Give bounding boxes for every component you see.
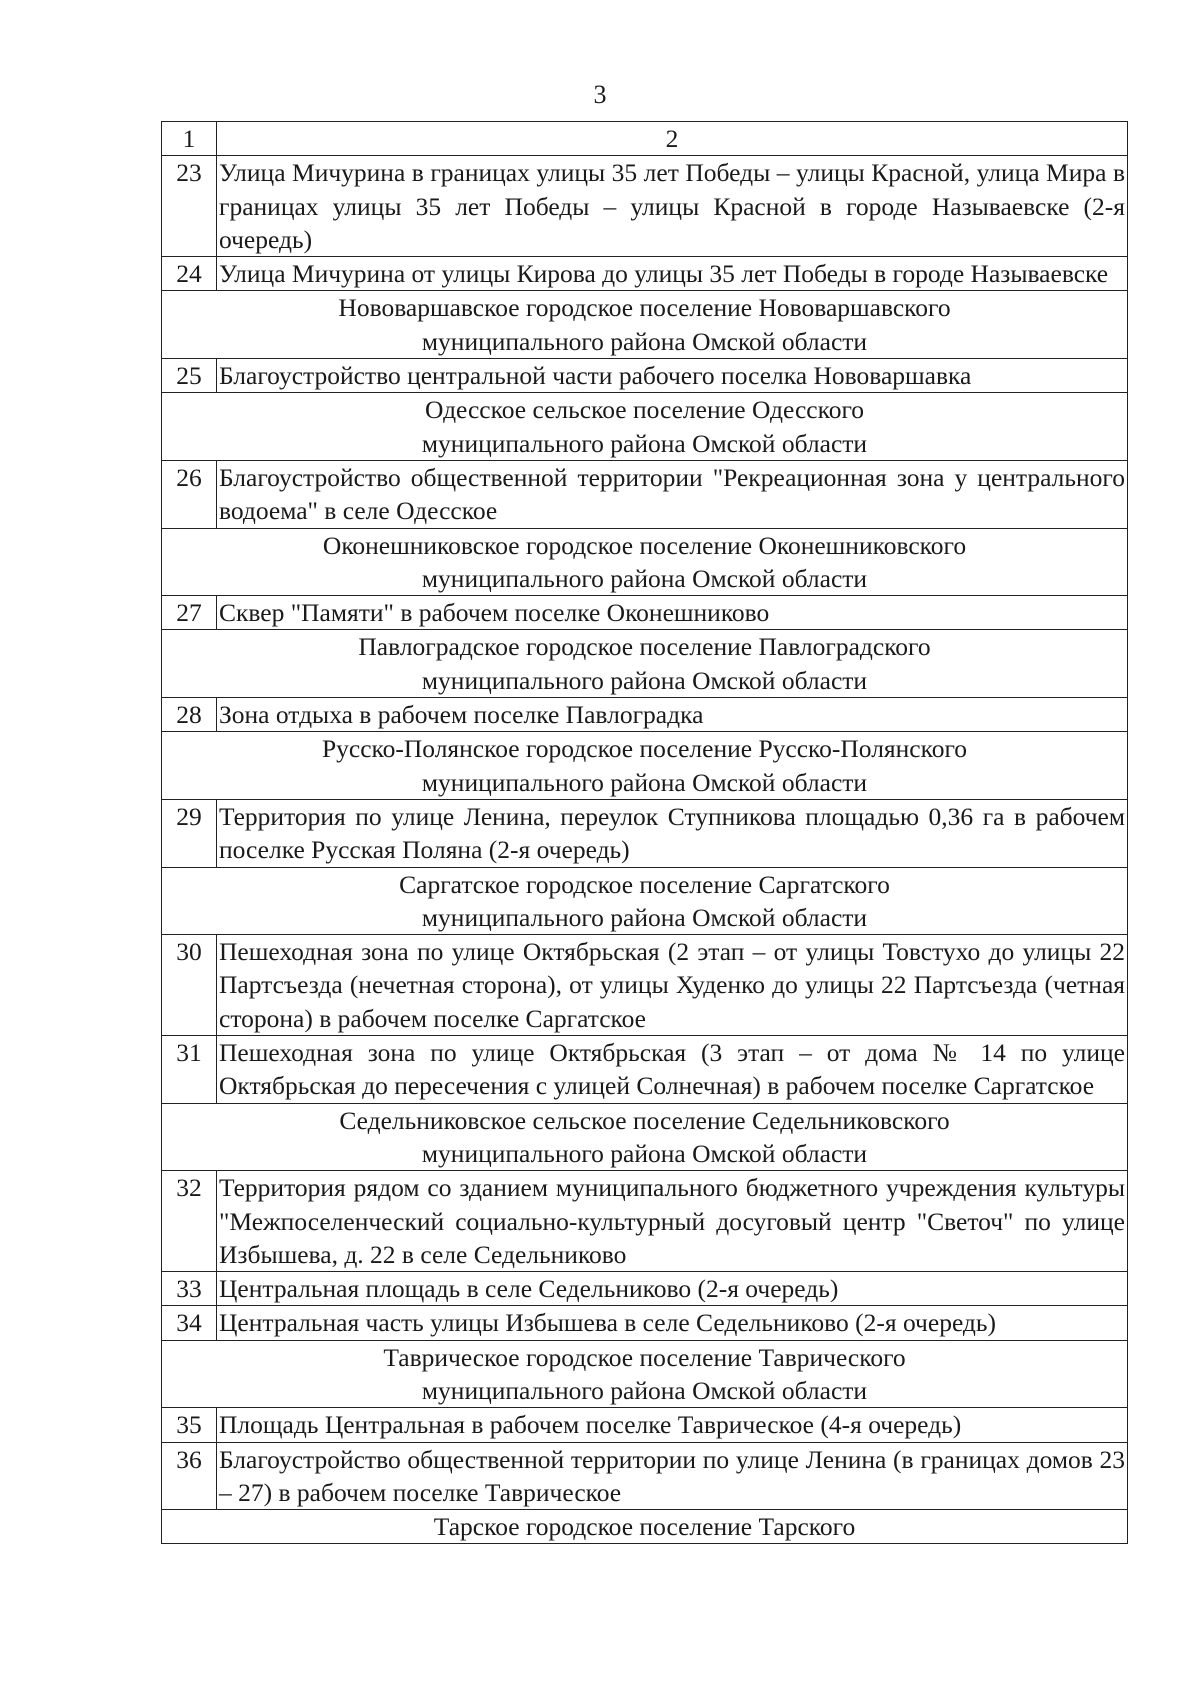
row-number: 23 xyxy=(162,156,217,257)
territory-name: Пешеходная зона по улице Октябрьская (2 этап – от улицы Товстухо до улицы 22 Партсъезда (нечетная сторона), от улицы Худенко до улицы 22 Партсъезда (четная сторона) в рабочем поселке Саргатское xyxy=(217,935,1128,1036)
section-heading xyxy=(162,1340,1128,1408)
table-row xyxy=(162,257,1128,291)
territory-name: Зона отдыха в рабочем поселке Павлоградка xyxy=(217,698,1128,732)
section-heading-line-1: Павлоградское городское поселение Павлоградского xyxy=(358,632,931,662)
territory-name: Центральная часть улицы Избышева в селе Седельниково (2-я очередь) xyxy=(217,1306,1128,1340)
table-row xyxy=(162,359,1128,393)
table-row xyxy=(162,935,1128,1036)
row-number: 28 xyxy=(162,698,217,732)
section-heading-line-1: Тарское городское поселение Тарского xyxy=(433,1512,856,1542)
territory-name: Центральная площадь в селе Седельниково (2-я очередь) xyxy=(217,1272,1128,1306)
header-col-name: 2 xyxy=(217,122,1128,156)
section-heading-row xyxy=(162,393,1128,461)
territory-name: Улица Мичурина от улицы Кирова до улицы 35 лет Победы в городе Называевске xyxy=(217,257,1128,291)
section-heading xyxy=(162,630,1128,698)
section-heading xyxy=(162,732,1128,800)
territory-name: Пешеходная зона по улице Октябрьская (3 этап – от дома № 14 по улице Октябрьская до пересечения с улицей Солнечная) в рабочем поселке Саргатское xyxy=(217,1036,1128,1104)
section-heading-line-2: муниципального района Омской области xyxy=(421,1375,868,1405)
row-number: 36 xyxy=(162,1442,217,1510)
page-number: 3 xyxy=(593,80,607,109)
row-number: 27 xyxy=(162,596,217,630)
table-row xyxy=(162,1442,1128,1510)
header-col-number: 1 xyxy=(162,122,217,156)
section-heading-row xyxy=(162,291,1128,359)
row-number: 32 xyxy=(162,1171,217,1272)
section-heading-line-1: Нововаршавское городское поселение Нововаршавского xyxy=(338,293,951,323)
section-heading-row xyxy=(162,1103,1128,1171)
section-heading-line-1: Одесское сельское поселение Одесского xyxy=(424,395,865,425)
section-heading xyxy=(162,393,1128,461)
row-number: 33 xyxy=(162,1272,217,1306)
table-row xyxy=(162,799,1128,867)
section-heading-line-2: муниципального района Омской области xyxy=(421,428,868,458)
row-number: 30 xyxy=(162,935,217,1036)
section-heading xyxy=(162,1103,1128,1171)
territory-name: Сквер "Памяти" в рабочем поселке Оконешниково xyxy=(217,596,1128,630)
table-row xyxy=(162,596,1128,630)
section-heading xyxy=(162,528,1128,596)
section-heading xyxy=(162,291,1128,359)
territory-name: Территория по улице Ленина, переулок Ступникова площадью 0,36 га в рабочем поселке Русская Поляна (2-я очередь) xyxy=(217,799,1128,867)
section-heading-line-1: Седельниковское сельское поселение Седельниковского xyxy=(339,1105,950,1135)
table-header-row xyxy=(162,122,1128,156)
territory-name: Благоустройство общественной территории "Рекреационная зона у центрального водоема" в селе Одесское xyxy=(217,460,1128,528)
section-heading-row xyxy=(162,732,1128,800)
section-heading xyxy=(162,1510,1128,1544)
section-heading-line-2: муниципального района Омской области xyxy=(421,1138,868,1168)
territories-table xyxy=(161,121,1128,1544)
section-heading-row xyxy=(162,528,1128,596)
row-number: 26 xyxy=(162,460,217,528)
table-row xyxy=(162,1036,1128,1104)
row-number: 24 xyxy=(162,257,217,291)
section-heading-row xyxy=(162,1510,1128,1544)
table-row xyxy=(162,156,1128,257)
section-heading-line-2: муниципального района Омской области xyxy=(421,767,868,797)
section-heading-line-2: муниципального района Омской области xyxy=(421,665,868,695)
table-row xyxy=(162,1306,1128,1340)
section-heading-row xyxy=(162,867,1128,935)
table-row xyxy=(162,1408,1128,1442)
territory-name: Улица Мичурина в границах улицы 35 лет Победы – улицы Красной, улица Мира в границах улицы 35 лет Победы – улицы Красной в городе Называевске (2-я очередь) xyxy=(217,156,1128,257)
table-row xyxy=(162,460,1128,528)
table-row xyxy=(162,698,1128,732)
section-heading xyxy=(162,867,1128,935)
section-heading-line-1: Оконешниковское городское поселение Оконешниковского xyxy=(322,530,967,560)
territory-name: Площадь Центральная в рабочем поселке Таврическое (4-я очередь) xyxy=(217,1408,1128,1442)
section-heading-row xyxy=(162,1340,1128,1408)
row-number: 25 xyxy=(162,359,217,393)
row-number: 31 xyxy=(162,1036,217,1104)
table-row xyxy=(162,1272,1128,1306)
row-number: 34 xyxy=(162,1306,217,1340)
section-heading-line-1: Таврическое городское поселение Таврического xyxy=(383,1342,906,1372)
territory-name: Благоустройство общественной территории по улице Ленина (в границах домов 23 – 27) в рабочем поселке Таврическое xyxy=(217,1442,1128,1510)
table-row xyxy=(162,1171,1128,1272)
section-heading-row xyxy=(162,630,1128,698)
territory-name: Благоустройство центральной части рабочего поселка Нововаршавка xyxy=(217,359,1128,393)
section-heading-line-2: муниципального района Омской области xyxy=(421,326,868,356)
section-heading-line-2: муниципального района Омской области xyxy=(421,902,868,932)
territory-name: Территория рядом со зданием муниципального бюджетного учреждения культуры "Межпоселенческий социально-культурный досуговый центр "Светоч" по улице Избышева, д. 22 в селе Седельниково xyxy=(217,1171,1128,1272)
row-number: 29 xyxy=(162,799,217,867)
section-heading-line-1: Русско-Полянское городское поселение Русско-Полянского xyxy=(321,734,968,764)
section-heading-line-2: муниципального района Омской области xyxy=(421,563,868,593)
row-number: 35 xyxy=(162,1408,217,1442)
section-heading-line-1: Саргатское городское поселение Саргатского xyxy=(399,869,890,899)
